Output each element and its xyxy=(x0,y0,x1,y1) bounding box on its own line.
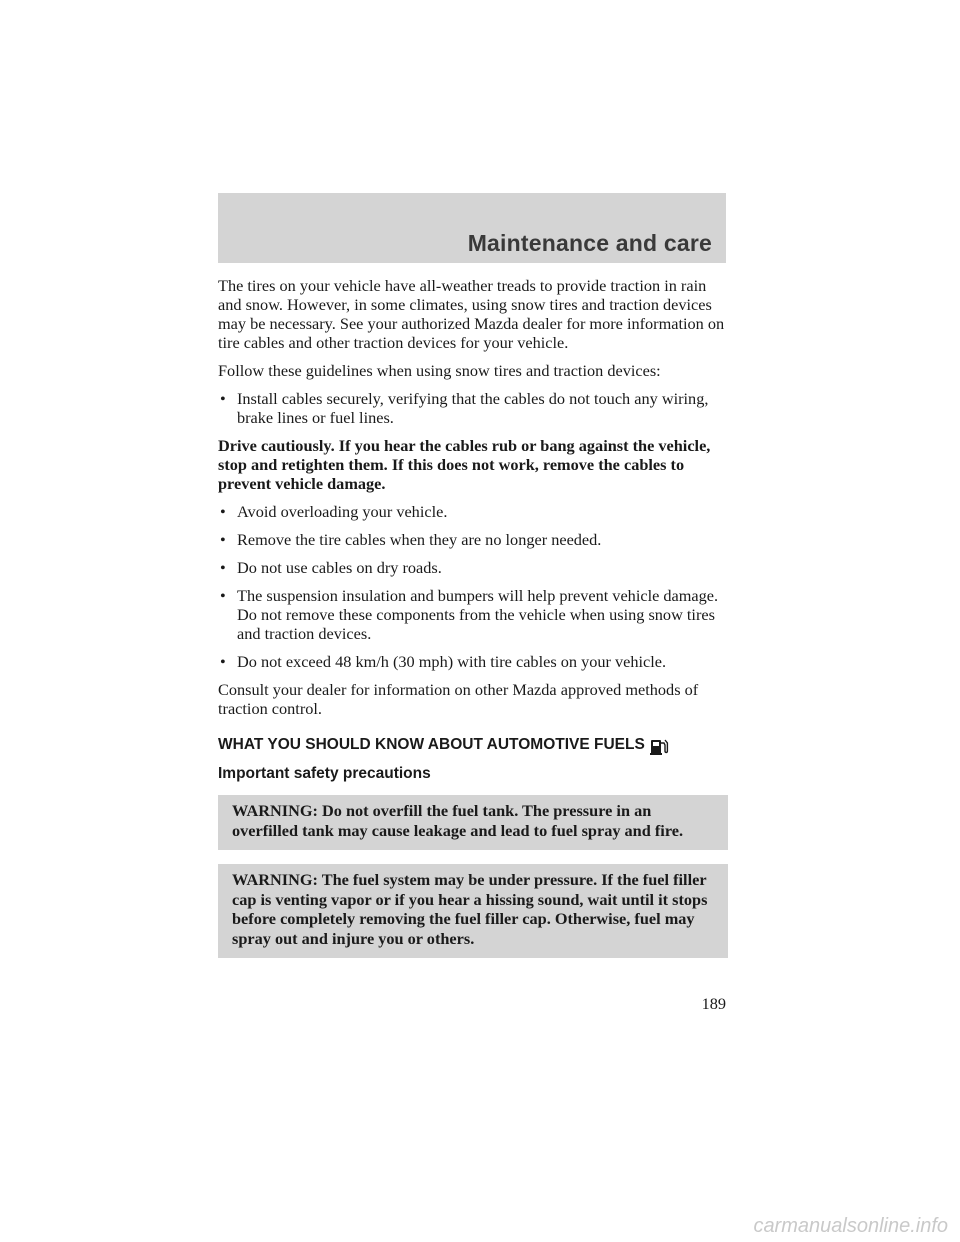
intro-paragraph: The tires on your vehicle have all-weather treads to provide traction in rain and snow. However, in some climates, using snow tires and traction devices may be necessary. See your authorized Mazda dealer for more information on tire cables and other traction devices for your vehicle. xyxy=(218,276,725,352)
bullet-icon: • xyxy=(220,389,226,408)
bullet-icon: • xyxy=(220,652,226,671)
list-item-text: Install cables securely, verifying that the cables do not touch any wiring, brake lines or fuel lines. xyxy=(237,389,709,427)
list-item xyxy=(218,389,728,427)
list-item xyxy=(218,502,728,521)
section-heading-text: WHAT YOU SHOULD KNOW ABOUT AUTOMOTIVE FUELS xyxy=(218,736,645,753)
list-item-text: Remove the tire cables when they are no longer needed. xyxy=(237,530,602,549)
list-item xyxy=(218,558,728,577)
list-item xyxy=(218,586,728,643)
subsection-heading: Important safety precautions xyxy=(218,765,431,782)
watermark: carmanualsonline.info xyxy=(753,1215,948,1237)
list-item xyxy=(218,530,728,549)
page-number: 189 xyxy=(701,994,726,1013)
page-title: Maintenance and care xyxy=(467,230,712,256)
list-item-text: Do not use cables on dry roads. xyxy=(237,558,442,577)
bullet-icon: • xyxy=(220,502,226,521)
bullet-icon: • xyxy=(220,558,226,577)
page-content xyxy=(218,276,728,972)
fuel-pump-icon xyxy=(649,734,669,756)
header-band xyxy=(218,193,726,263)
warning-box: WARNING: The fuel system may be under pressure. If the fuel filler cap is venting vapor or if you hear a hissing sound, wait until it stops before completely removing the fuel filler cap. Otherwise, fuel may spray out and injure you or others. xyxy=(218,864,728,958)
warning-box: WARNING: Do not overfill the fuel tank. The pressure in an overfilled tank may cause leakage and lead to fuel spray and fire. xyxy=(218,795,728,850)
list-item-text: Do not exceed 48 km/h (30 mph) with tire cables on your vehicle. xyxy=(237,652,667,671)
list-item xyxy=(218,652,728,671)
caution-paragraph: Drive cautiously. If you hear the cables rub or bang against the vehicle, stop and retighten them. If this does not work, remove the cables to prevent vehicle damage. xyxy=(218,436,711,493)
consult-paragraph: Consult your dealer for information on other Mazda approved methods of traction control. xyxy=(218,680,699,718)
guidelines-paragraph: Follow these guidelines when using snow tires and traction devices: xyxy=(218,361,661,380)
bullet-icon: • xyxy=(220,530,226,549)
bullet-icon: • xyxy=(220,586,226,605)
section-heading xyxy=(218,732,728,754)
list-item-text: Avoid overloading your vehicle. xyxy=(237,502,448,521)
list-item-text: The suspension insulation and bumpers will help prevent vehicle damage. Do not remove these components from the vehicle when using snow tires and traction devices. xyxy=(237,586,719,643)
